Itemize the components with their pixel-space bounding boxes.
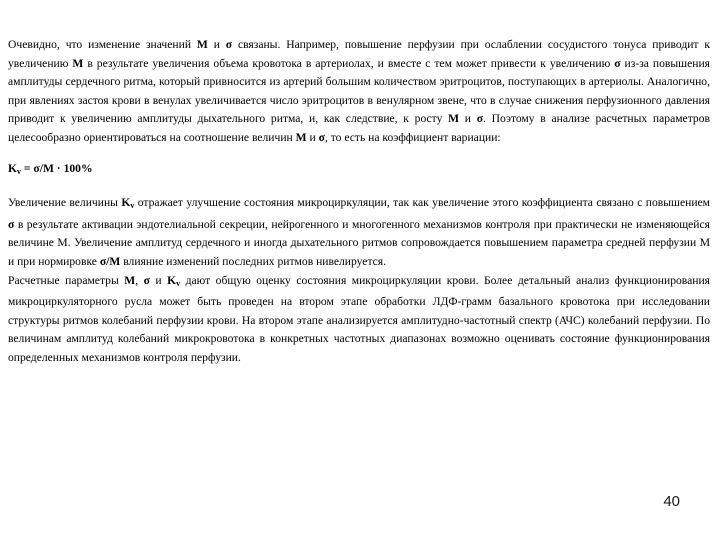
symbol-m: М — [295, 130, 307, 144]
text-run: в результате увеличения объема кровотока в артериолах, и вместе с тем может привести к увеличению — [83, 56, 615, 70]
symbol-sigma-over-m: σ/M — [99, 254, 121, 268]
text-run: в результате активации эндотелиальной секреции, нейрогенного и многогенного механизмов контроля при практически не изменяющейся величине М. Увеличение амплитуд сердечного и иногда дыхательного ритмов сопровождается повышением параметра средней перфузии М и при нормировке — [8, 217, 710, 268]
formula-expression: = σ/M · 100% — [21, 161, 93, 175]
symbol-sigma: σ — [614, 56, 621, 70]
text-run: Увеличение величины — [8, 196, 122, 210]
kv-letter: K — [167, 273, 177, 287]
paragraph-intro — [8, 36, 710, 148]
symbol-sigma: σ — [225, 38, 233, 51]
formula-k: K — [8, 161, 18, 175]
symbol-m: М — [124, 273, 136, 287]
text-run: Очевидно, что изменение значений — [8, 38, 197, 51]
text-run: Расчетные параметры — [8, 273, 125, 287]
text-run: из-за повышения амплитуды сердечного ритма, который привносится из артерий большим количеством эритроцитов, поступающих в артериолы. Аналогично, при явлениях застоя крови в венулах увеличивается число эритроцитов в венулярном звене, что в случае снижения перфузионного давления приводит к увеличению амплитуды дыхательного ритма, и, как следствие, к росту — [8, 56, 710, 126]
symbol-kv — [167, 274, 180, 287]
symbol-m: М — [448, 112, 460, 126]
kv-subscript: v — [130, 201, 135, 211]
formula-subscript: v — [17, 166, 22, 176]
kv-letter: K — [121, 196, 131, 210]
text-run: и — [459, 112, 477, 126]
paragraph-kv-increase — [8, 194, 710, 271]
text-run: отражает улучшение состояния микроциркуляции, так как увеличение этого коэффициента связано с повышением — [134, 196, 711, 210]
paragraph-calculated-parameters — [8, 272, 710, 368]
symbol-sigma: σ — [318, 130, 325, 144]
symbol-kv — [121, 196, 134, 209]
text-run: , то есть на коэффициент вариации: — [324, 130, 501, 144]
text-run: , — [135, 273, 144, 287]
text-run: и — [149, 273, 168, 287]
text-run: . Поэтому в анализе расчетных параметров целесообразно ориентироваться на соотношение величин — [8, 112, 710, 144]
formula-coefficient-of-variation — [8, 160, 710, 182]
symbol-sigma: σ — [8, 217, 15, 231]
document-body — [8, 36, 710, 368]
kv-subscript: v — [176, 278, 181, 288]
symbol-sigma: σ — [143, 273, 150, 287]
symbol-sigma: σ — [476, 112, 484, 126]
symbol-m: М — [72, 56, 84, 70]
text-run: связаны. Например, повышение перфузии при ослаблении сосудистого тонуса приводит к увеличению — [8, 38, 710, 70]
symbol-m: М — [196, 38, 208, 51]
page-number: 40 — [663, 493, 680, 510]
text-run: влияние изменений последних ритмов нивелируется. — [120, 254, 387, 268]
text-run: и — [207, 38, 226, 51]
text-run: дают общую оценку состояния микроциркуляции крови. Более детальный анализ функционирования микроциркуляторного русла может быть проведен на втором этапе обработки ЛДФ-грамм базального кровотока при исследовании структуры ритмов колебаний перфузии крови. На втором этапе анализируется амплитудно-частотный спектр (АЧС) колебаний перфузии. По величинам амплитуд колебаний микрокровотока в конкретных частотных диапазонах возможно оценивать состояние функционирования определенных механизмов контроля перфузии. — [8, 273, 711, 364]
text-run: и — [306, 130, 319, 144]
